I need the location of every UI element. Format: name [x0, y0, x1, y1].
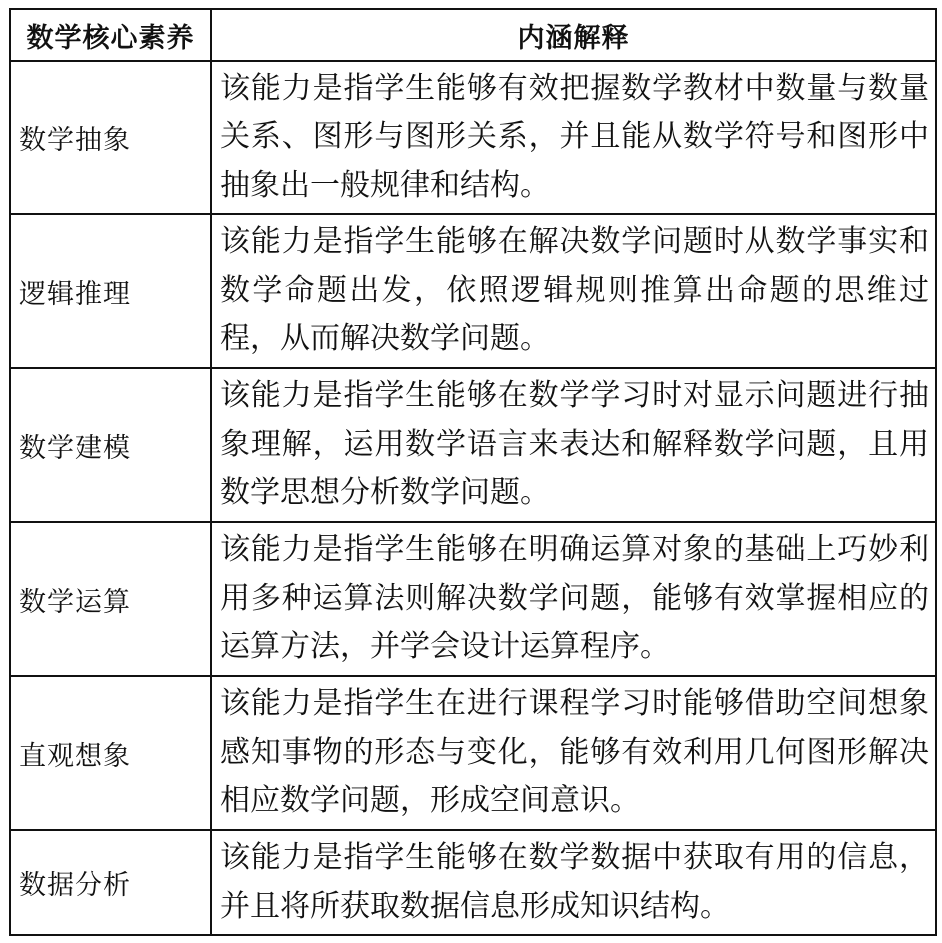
core-literacy-table-container — [9, 8, 935, 936]
row-description-cell: 该能力是指学生能够在数学数据中获取有用的信息，并且将所获取数据信息形成知识结构。 — [211, 830, 936, 935]
row-name-cell: 数学抽象 — [10, 61, 211, 214]
header-core-literacy: 数学核心素养 — [10, 9, 211, 61]
table-header-row — [10, 9, 936, 61]
table-row — [10, 522, 936, 676]
row-description-cell: 该能力是指学生在进行课程学习时能够借助空间想象感知事物的形态与变化，能够有效利用几何图形解决相应数学问题，形成空间意识。 — [211, 676, 936, 830]
core-literacy-table — [9, 8, 937, 936]
header-explanation: 内涵解释 — [211, 9, 936, 61]
row-description-cell: 该能力是指学生能够在解决数学问题时从数学事实和数学命题出发，依照逻辑规则推算出命题的思维过程，从而解决数学问题。 — [211, 214, 936, 368]
table-row — [10, 830, 936, 935]
row-description-cell: 该能力是指学生能够在明确运算对象的基础上巧妙利用多种运算法则解决数学问题，能够有效掌握相应的运算方法，并学会设计运算程序。 — [211, 522, 936, 676]
table-row — [10, 214, 936, 368]
table-row — [10, 676, 936, 830]
row-name-cell: 数据分析 — [10, 830, 211, 935]
row-name-cell: 数学运算 — [10, 522, 211, 676]
row-name-cell: 逻辑推理 — [10, 214, 211, 368]
row-name-cell: 数学建模 — [10, 368, 211, 522]
table-row — [10, 368, 936, 522]
table-row — [10, 61, 936, 214]
row-description-cell: 该能力是指学生能够有效把握数学教材中数量与数量关系、图形与图形关系，并且能从数学符号和图形中抽象出一般规律和结构。 — [211, 61, 936, 214]
row-name-cell: 直观想象 — [10, 676, 211, 830]
row-description-cell: 该能力是指学生能够在数学学习时对显示问题进行抽象理解，运用数学语言来表达和解释数学问题，且用数学思想分析数学问题。 — [211, 368, 936, 522]
